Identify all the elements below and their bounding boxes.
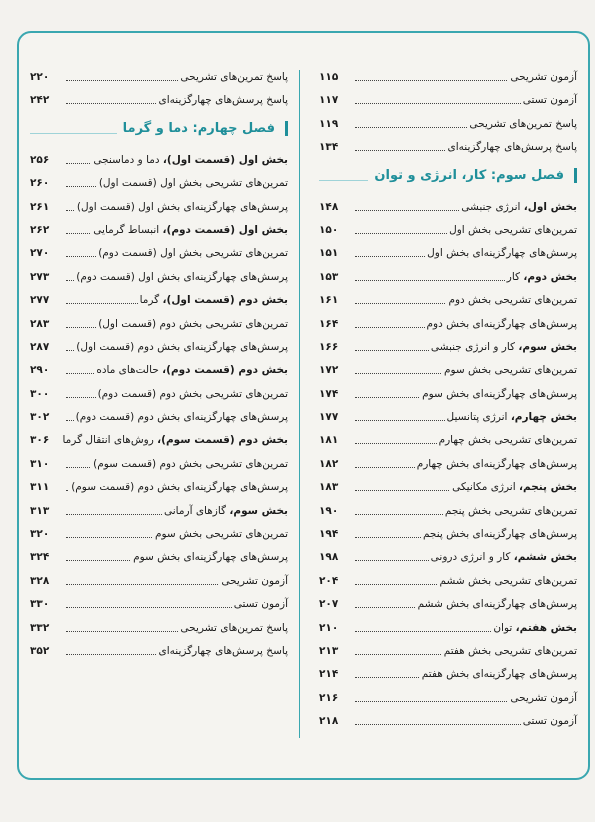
toc-entry-title (91, 149, 288, 172)
entry-text: پرسش‌های چهارگزینه‌ای بخش دوم (قسمت دوم) (75, 411, 288, 424)
section-label: بخش دوم (قسمت دوم)، (162, 364, 288, 377)
toc-entry-title (420, 383, 577, 406)
entry-text: تمرین‌های تشریحی بخش دوم (448, 294, 577, 307)
toc-entry-title (429, 546, 577, 569)
toc-entry-title (505, 266, 577, 289)
page-number: ۲۷۰ (30, 247, 50, 260)
page-number: ۱۸۲ (319, 457, 339, 470)
entry-text: پرسش‌های چهارگزینه‌ای بخش دوم (426, 317, 577, 330)
toc-entry-title (508, 687, 577, 710)
page-number: ۳۵۲ (30, 644, 50, 657)
entry-text: پرسش‌های چهارگزینه‌ای بخش دوم (قسمت سوم) (71, 481, 288, 494)
entry-text: تمرین‌های تشریحی بخش دوم (قسمت سوم) (93, 457, 288, 470)
toc-column-right (319, 66, 577, 734)
section-label: بخش دوم (قسمت سوم)، (157, 434, 288, 447)
entry-text: آزمون تشریحی (510, 71, 577, 83)
toc-entry[interactable] (30, 406, 288, 429)
entry-text: پرسش‌های چهارگزینه‌ای بخش سوم (133, 551, 288, 564)
page-number: ۲۹۰ (30, 364, 50, 377)
page-number: ۱۶۶ (319, 340, 339, 353)
page-number: ۲۱۴ (319, 668, 339, 681)
section-label: بخش سوم، (518, 340, 577, 353)
toc-entry[interactable] (30, 172, 288, 195)
entry-text: پاسخ پرسش‌های چهارگزینه‌ای (158, 94, 288, 107)
toc-entry-title (74, 406, 288, 429)
page-number: ۲۷۷ (30, 294, 50, 307)
entry-text: تمرین‌های تشریحی بخش ششم (439, 574, 577, 587)
toc-entry[interactable] (30, 219, 288, 242)
toc-entry[interactable] (30, 313, 288, 336)
toc-entry-title (91, 219, 288, 242)
entry-text: پرسش‌های چهارگزینه‌ای بخش دوم (قسمت اول) (76, 340, 288, 353)
page-number: ۱۹۰ (319, 504, 339, 517)
toc-entry-title (91, 453, 288, 476)
toc-entry[interactable] (319, 89, 577, 112)
page-number: ۳۲۰ (30, 528, 50, 541)
page-number: ۱۹۸ (319, 551, 339, 564)
page-number: ۱۸۱ (319, 434, 339, 447)
toc-entry[interactable] (319, 429, 577, 452)
section-label: بخش سوم، (229, 504, 288, 517)
toc-entry[interactable] (319, 383, 577, 406)
entry-text: پرسش‌های چهارگزینه‌ای بخش پنجم (422, 528, 577, 541)
page-number: ۲۲۰ (30, 71, 50, 83)
toc-entry-title (415, 453, 577, 476)
entry-text: پرسش‌های چهارگزینه‌ای بخش ششم (417, 598, 577, 611)
toc-entry-title (96, 313, 288, 336)
toc-entry-title (450, 476, 577, 499)
toc-entry[interactable] (319, 313, 577, 336)
toc-entry[interactable] (30, 429, 288, 452)
section-label: بخش دوم (قسمت اول)، (162, 294, 288, 307)
toc-entry-title (97, 172, 288, 195)
toc-entry-title (421, 523, 577, 546)
entry-text: پرسش‌های چهارگزینه‌ای بخش اول (427, 247, 577, 260)
entry-text: تمرین‌های تشریحی بخش سوم (154, 528, 288, 541)
toc-entry[interactable] (30, 242, 288, 265)
toc-entry-title (447, 219, 577, 242)
toc-entry[interactable] (319, 687, 577, 710)
toc-entry[interactable] (30, 359, 288, 382)
chapter-heading (319, 160, 577, 196)
toc-entry[interactable] (319, 453, 577, 476)
entry-text: انرژی مکانیکی (452, 481, 519, 494)
entry-text: پاسخ تمرین‌های تشریحی (469, 117, 577, 130)
page-number: ۱۴۸ (319, 200, 339, 213)
toc-column-left (30, 66, 288, 663)
section-label: بخش هفتم، (515, 621, 577, 634)
toc-entry[interactable] (30, 546, 288, 569)
page-number: ۱۷۷ (319, 411, 339, 424)
toc-entry[interactable] (30, 570, 288, 593)
toc-entry[interactable] (30, 336, 288, 359)
toc-entry[interactable] (30, 149, 288, 172)
toc-entry[interactable] (319, 266, 577, 289)
entry-text: تمرین‌های تشریحی بخش چهارم (438, 434, 577, 447)
toc-entry[interactable] (319, 523, 577, 546)
page-number: ۱۵۳ (319, 270, 339, 283)
page-number: ۱۹۴ (319, 528, 339, 541)
entry-text: تمرین‌های تشریحی بخش اول (قسمت دوم) (98, 247, 288, 260)
toc-entry-title (232, 593, 288, 616)
page-number: ۲۰۷ (319, 598, 339, 611)
page-number: ۱۱۹ (319, 117, 339, 130)
toc-entry[interactable] (319, 500, 577, 523)
entry-text: تمرین‌های تشریحی بخش اول (449, 223, 577, 236)
toc-entry-title (75, 196, 288, 219)
page-number: ۲۶۱ (30, 200, 50, 213)
entry-text: تمرین‌های تشریحی بخش هفتم (443, 644, 577, 657)
toc-entry[interactable] (30, 266, 288, 289)
toc-entry[interactable] (319, 546, 577, 569)
entry-text: گرما (139, 294, 163, 307)
section-label: بخش اول، (523, 200, 577, 213)
page-number: ۳۱۳ (30, 504, 50, 517)
toc-entry-title (467, 113, 577, 136)
page-number: ۳۱۰ (30, 457, 50, 470)
toc-entry[interactable] (30, 476, 288, 499)
toc-entry[interactable] (30, 593, 288, 616)
toc-entry[interactable] (319, 640, 577, 663)
toc-entry[interactable] (319, 289, 577, 312)
toc-entry-title (416, 593, 577, 616)
entry-text: کار و انرژی جنبشی (430, 340, 519, 353)
entry-text: تمرین‌های تشریحی بخش پنجم (444, 504, 577, 517)
page-number: ۳۱۱ (30, 481, 50, 494)
toc-entry-title (60, 429, 288, 452)
page-number: ۲۱۰ (319, 621, 339, 634)
toc-entry-title (178, 617, 288, 640)
toc-entry-title (69, 476, 288, 499)
toc-entry[interactable] (30, 617, 288, 640)
toc-entry[interactable] (319, 617, 577, 640)
toc-entry-title (425, 313, 577, 336)
entry-text: تمرین‌های تشریحی بخش دوم (قسمت اول) (98, 317, 288, 330)
toc-entry[interactable] (319, 219, 577, 242)
entry-text: کار و انرژی درونی (430, 551, 514, 564)
entry-text: آزمون تستی (233, 598, 288, 611)
entry-text: آزمون تستی (522, 715, 577, 728)
page-number: ۱۷۴ (319, 387, 339, 400)
toc-entry-title (420, 663, 577, 686)
entry-text: پاسخ تمرین‌های تشریحی (180, 621, 288, 634)
page-number: ۱۵۱ (319, 247, 339, 260)
toc-entry-title (521, 710, 577, 733)
page-number: ۱۱۵ (319, 71, 339, 83)
section-label: بخش ششم، (513, 551, 577, 564)
entry-text: دما و دماسنجی (93, 153, 163, 166)
entry-text: پرسش‌های چهارگزینه‌ای بخش سوم (422, 387, 577, 400)
toc-entry-title (96, 383, 288, 406)
page-number: ۲۶۲ (30, 223, 50, 236)
toc-entry[interactable] (319, 66, 577, 89)
page-number: ۱۶۴ (319, 317, 339, 330)
toc-entry-title (437, 429, 577, 452)
toc-entry-title (459, 196, 577, 219)
page-number: ۱۸۳ (319, 481, 339, 494)
page-number: ۱۵۰ (319, 223, 339, 236)
toc-entry[interactable] (30, 289, 288, 312)
page-number: ۳۲۸ (30, 574, 50, 587)
toc-entry-title (438, 570, 577, 593)
entry-text: گازهای آرمانی (164, 504, 230, 517)
entry-text: آزمون تستی (522, 94, 577, 107)
toc-entry-title (219, 570, 288, 593)
toc-entry[interactable] (30, 66, 288, 89)
toc-entry-title (443, 500, 577, 523)
toc-entry[interactable] (319, 196, 577, 219)
chapter-heading (30, 113, 288, 149)
page-number: ۲۰۴ (319, 574, 339, 587)
page-number: ۱۷۲ (319, 364, 339, 377)
chapter-title: فصل سوم: کار، انرژی و توان (368, 168, 577, 183)
entry-text: انرژی جنبشی (461, 200, 524, 213)
toc-entry[interactable] (319, 663, 577, 686)
toc-entry[interactable] (30, 383, 288, 406)
entry-text: پرسش‌های چهارگزینه‌ای بخش اول (قسمت اول) (76, 200, 288, 213)
toc-entry-title (442, 640, 577, 663)
toc-entry[interactable] (30, 89, 288, 112)
toc-entry-title (521, 89, 577, 112)
page-number: ۳۰۶ (30, 434, 50, 447)
toc-entry[interactable] (319, 570, 577, 593)
toc-entry-title (131, 546, 288, 569)
section-label: بخش پنجم، (518, 481, 577, 494)
page-number: ۲۷۳ (30, 270, 50, 283)
toc-entry-title (94, 359, 288, 382)
page-number: ۳۰۰ (30, 387, 50, 400)
toc-entry[interactable] (319, 476, 577, 499)
entry-text: توان (493, 621, 516, 634)
column-divider (299, 70, 300, 738)
toc-entry-title (157, 640, 288, 663)
toc-entry-title (74, 266, 288, 289)
toc-entry-title (446, 289, 577, 312)
toc-entry-title (442, 359, 577, 382)
entry-text: تمرین‌های تشریحی بخش اول (قسمت اول) (98, 177, 288, 190)
toc-entry[interactable] (30, 523, 288, 546)
entry-text: تمرین‌های تشریحی بخش دوم (قسمت دوم) (97, 387, 288, 400)
page-number: ۱۳۴ (319, 141, 339, 154)
page-number: ۲۱۳ (319, 644, 339, 657)
section-label: بخش اول (قسمت دوم)، (162, 223, 288, 236)
entry-text: انرژی پتانسیل (446, 411, 511, 424)
toc-entry[interactable] (319, 113, 577, 136)
toc-entry[interactable] (319, 593, 577, 616)
toc-entry[interactable] (319, 136, 577, 159)
entry-text: پاسخ پرسش‌های چهارگزینه‌ای (158, 644, 288, 657)
toc-entry-title (96, 242, 288, 265)
entry-text: پاسخ پرسش‌های چهارگزینه‌ای (447, 141, 577, 154)
toc-entry-title (74, 336, 288, 359)
page-number: ۲۸۷ (30, 340, 50, 353)
toc-entry-title (446, 136, 577, 159)
toc-entry-title (162, 500, 288, 523)
entry-text: آزمون تشریحی (221, 574, 288, 587)
toc-entry[interactable] (30, 640, 288, 663)
page-number: ۱۱۷ (319, 94, 339, 107)
toc-entry[interactable] (319, 359, 577, 382)
page-number: ۲۱۸ (319, 715, 339, 728)
page-number: ۲۵۶ (30, 153, 50, 166)
chapter-title: فصل چهارم: دما و گرما (117, 121, 288, 136)
toc-entry-title (491, 617, 577, 640)
entry-text: پرسش‌های چهارگزینه‌ای بخش هفتم (421, 668, 577, 681)
toc-entry-title (445, 406, 578, 429)
page-number: ۲۱۶ (319, 691, 339, 704)
entry-text: پرسش‌های چهارگزینه‌ای بخش چهارم (416, 457, 577, 470)
toc-entry[interactable] (319, 710, 577, 733)
toc-entry[interactable] (30, 500, 288, 523)
toc-entry[interactable] (319, 336, 577, 359)
toc-entry[interactable] (30, 196, 288, 219)
page-number: ۳۳۰ (30, 598, 50, 611)
section-label: بخش چهارم، (510, 411, 577, 424)
toc-entry[interactable] (319, 406, 577, 429)
entry-text: حالت‌های ماده (96, 364, 163, 377)
toc-entry-title (157, 89, 288, 112)
toc-entry[interactable] (319, 242, 577, 265)
entry-text: انبساط گرمایی (93, 223, 163, 236)
page-number: ۳۲۴ (30, 551, 50, 564)
entry-text: پاسخ تمرین‌های تشریحی (180, 71, 288, 83)
toc-entry-title (138, 289, 288, 312)
page-number: ۱۶۱ (319, 294, 339, 307)
toc-entry-title (178, 66, 288, 89)
toc-entry-title (429, 336, 577, 359)
section-label: بخش دوم، (523, 270, 577, 283)
entry-text: کار (506, 270, 524, 283)
entry-text: پرسش‌های چهارگزینه‌ای بخش اول (قسمت دوم) (76, 270, 288, 283)
page-number: ۳۳۲ (30, 621, 50, 634)
entry-text: آزمون تشریحی (510, 691, 577, 704)
section-label: بخش اول (قسمت اول)، (162, 153, 288, 166)
page-number: ۲۸۳ (30, 317, 50, 330)
page-number: ۲۴۲ (30, 94, 50, 107)
toc-entry-title (508, 66, 577, 89)
entry-text: تمرین‌های تشریحی بخش سوم (443, 364, 577, 377)
page-number: ۲۶۰ (30, 177, 50, 190)
toc-entry[interactable] (30, 453, 288, 476)
toc-entry-title (425, 242, 577, 265)
toc-entry-title (153, 523, 288, 546)
entry-text: روش‌های انتقال گرما (62, 434, 158, 447)
page-number: ۳۰۲ (30, 411, 50, 424)
